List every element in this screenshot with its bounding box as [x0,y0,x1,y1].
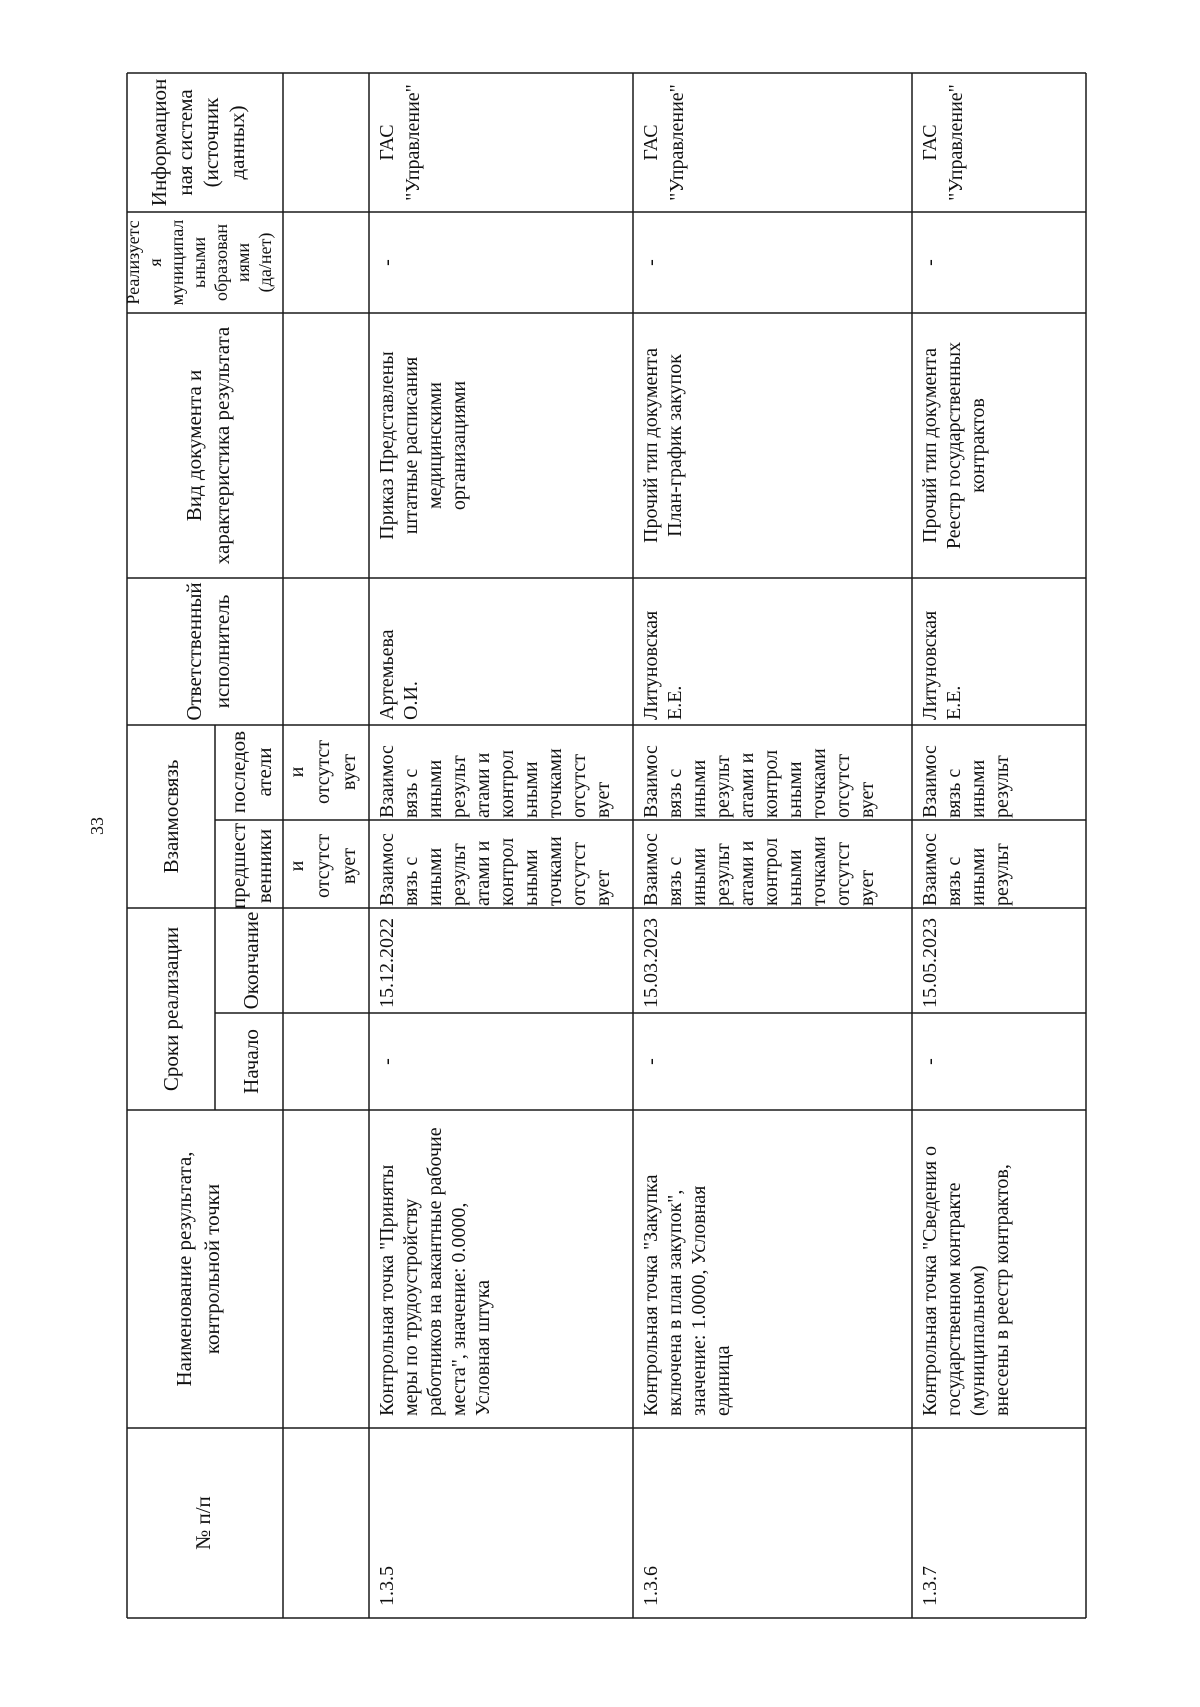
row-municipal: - [640,259,662,266]
row-successors-line: иными [424,759,446,818]
continuation-next [286,740,360,804]
header-num: № п/п [191,1496,215,1550]
row-predecessors-line: результ [448,843,470,906]
row-successors-line: точками [544,748,566,818]
header-info [147,79,249,206]
row-predecessors-line: Взаимос [919,833,941,906]
row-predecessors-line: иными [424,847,446,906]
row-predecessors-line: отсутст [568,842,590,906]
row-responsible-line: Артемьева [376,629,398,720]
header-start: Начало [239,1029,263,1094]
row-predecessors-line: ьными [784,849,806,906]
row-successors [376,745,614,818]
row-name-line: Контрольная точка "Сведения о [919,1145,941,1416]
header-prev-line: венники [252,828,276,904]
row-successors-line: вязь с [400,768,422,818]
row-info-system-line: ГАС [376,124,398,161]
row-end-date: 15.05.2023 [919,918,941,1008]
header-docs-line: характеристика результата [210,326,234,565]
row-document-line: медицинскими [424,382,446,509]
continuation-prev-line: вует [338,847,360,885]
row-successors-line: иными [688,759,710,818]
row-document-line: Реестр государственных [943,341,965,550]
row-responsible [640,611,686,720]
row-predecessors-line: иными [967,847,989,906]
row-document [640,348,686,543]
header-muni-line: ьными [189,237,209,288]
row-name-line: Контрольная точка "Приняты [376,1164,398,1416]
continuation-next-line: и [286,766,308,778]
row-predecessors-line: Взаимос [376,833,398,906]
row-predecessors-line: вует [856,869,878,906]
row-successors-line: результ [712,755,734,818]
row-predecessors-line: вязь с [664,856,686,906]
row-successors-line: отсутст [568,754,590,818]
row-predecessors-line: точками [544,836,566,906]
row-document-line: организациями [448,380,470,511]
row-predecessors [376,833,614,906]
row-successors-line: точками [808,748,830,818]
header-muni [123,220,276,306]
row-predecessors-line: контрол [496,837,518,906]
header-resp-line: Ответственный [182,582,206,721]
row-document [376,351,470,540]
header-end: Окончание [239,911,263,1010]
row-name-line: (муниципальном) [967,1265,989,1416]
row-document-line: План-график закупок [664,354,686,537]
continuation-prev-line: и [286,860,308,872]
row-name-line: Условная штука [472,1279,494,1416]
row-predecessors-line: результ [712,843,734,906]
header-dates: Сроки реализации [159,926,183,1092]
header-muni-line: Реализуетс [123,220,143,305]
row-successors [919,745,1013,818]
row-document [919,342,989,549]
row-document-line: Прочий тип документа [919,348,941,543]
row-successors-line: контрол [496,749,518,818]
continuation-next-line: вует [338,753,360,791]
table-cells [123,79,1013,1606]
row-info-system [376,84,424,201]
header-resp [182,582,234,720]
row-predecessors-line: вязь с [943,856,965,906]
row-successors-line: вует [856,781,878,818]
header-name [172,1151,224,1386]
row-successors-line: результ [991,755,1013,818]
row-predecessors-line: вязь с [400,856,422,906]
row-name [376,1127,494,1416]
row-name-line: Контрольная точка "Закупка [640,1174,662,1416]
row-name-line: места", значение: 0.0000, [448,1202,470,1416]
row-info-system-line: ГАС [640,124,662,161]
row-info-system-line: "Управление" [666,84,688,201]
row-successors-line: результ [448,755,470,818]
row-name-line: меры по трудоустройству [400,1198,422,1416]
row-predecessors [919,833,1013,906]
row-responsible [376,629,422,720]
row-successors-line: атами и [736,752,758,818]
row-info-system [640,84,688,201]
row-predecessors-line: контрол [760,837,782,906]
row-name-line: государственном контракте [943,1182,965,1416]
header-info-line: Информацион [147,78,171,207]
row-document-line: контрактов [967,398,989,493]
row-municipal: - [376,259,398,266]
row-successors [640,745,878,818]
header-next-line: последов [226,730,250,814]
header-muni-line: образован [211,223,231,302]
header-prev [226,823,276,909]
row-successors-line: вязь с [943,768,965,818]
row-predecessors-line: ьными [520,849,542,906]
row-successors-line: Взаимос [640,745,662,818]
header-next [226,731,276,813]
row-start-date: - [919,1058,941,1065]
header-docs-line: Вид документа и [182,369,206,522]
row-predecessors-line: точками [808,836,830,906]
header-muni-line: я [145,258,165,267]
header-prev-line: предшест [226,823,250,909]
row-successors-line: атами и [472,752,494,818]
header-muni-line: муниципал [167,219,187,306]
row-responsible-line: Литуновская [919,610,941,720]
row-document-line: Приказ Представлены [376,351,398,540]
row-info-system-line: "Управление" [945,84,967,201]
continuation-prev-line: отсутст [312,834,334,898]
row-predecessors-line: Взаимос [640,833,662,906]
row-name-line: включена в план закупок", [664,1189,686,1416]
row-document-line: штатные расписания [400,356,422,535]
continuation-prev [286,834,360,898]
row-successors-line: Взаимос [919,745,941,818]
row-responsible-line: Е.Е. [943,685,965,720]
row-successors-line: ьными [520,761,542,818]
row-name-line: внесены в реестр контрактов, [991,1164,1013,1416]
row-predecessors-line: атами и [472,840,494,906]
header-info-line: (источник [199,97,223,188]
row-successors-line: ьными [784,761,806,818]
row-predecessors-line: отсутст [832,842,854,906]
row-end-date: 15.12.2022 [376,918,398,1008]
row-number: 1.3.7 [919,1566,941,1606]
row-successors-line: Взаимос [376,745,398,818]
row-info-system [919,84,967,201]
row-document-line: Прочий тип документа [640,348,662,543]
row-start-date: - [376,1058,398,1065]
header-muni-line: иями [233,243,253,282]
row-predecessors [640,833,878,906]
row-name [919,1146,1013,1416]
page-number: 33 [87,817,107,835]
row-responsible-line: О.И. [400,681,422,720]
row-name-line: работников на вакантные рабочие [424,1127,446,1416]
header-info-line: ная система [173,89,197,196]
row-name [640,1174,734,1416]
header-info-line: данных) [225,105,249,180]
row-municipal: - [919,259,941,266]
header-link: Взаимосвязь [159,759,183,874]
row-predecessors-line: иными [688,847,710,906]
row-responsible-line: Е.Е. [664,685,686,720]
row-predecessors-line: результ [991,843,1013,906]
row-successors-line: контрол [760,749,782,818]
row-name-line: значение: 1.0000, Условная [688,1185,710,1416]
row-name-line: единица [712,1345,734,1416]
row-predecessors-line: атами и [736,840,758,906]
header-muni-line: (да/нет) [255,232,275,293]
row-number: 1.3.6 [640,1566,662,1606]
row-number: 1.3.5 [376,1566,398,1606]
row-successors-line: отсутст [832,754,854,818]
row-successors-line: вязь с [664,768,686,818]
header-resp-line: исполнитель [210,594,234,709]
header-next-line: атели [252,747,276,797]
continuation-next-line: отсутст [312,740,334,804]
row-successors-line: вует [592,781,614,818]
row-info-system-line: ГАС [919,124,941,161]
header-docs [182,326,234,564]
row-responsible [919,611,965,720]
header-name-line: Наименование результата, [172,1151,196,1387]
row-start-date: - [640,1058,662,1065]
header-name-line: контрольной точки [200,1183,224,1355]
row-predecessors-line: вует [592,869,614,906]
row-responsible-line: Литуновская [640,610,662,720]
row-successors-line: иными [967,759,989,818]
row-info-system-line: "Управление" [402,84,424,201]
row-end-date: 15.03.2023 [640,918,662,1008]
